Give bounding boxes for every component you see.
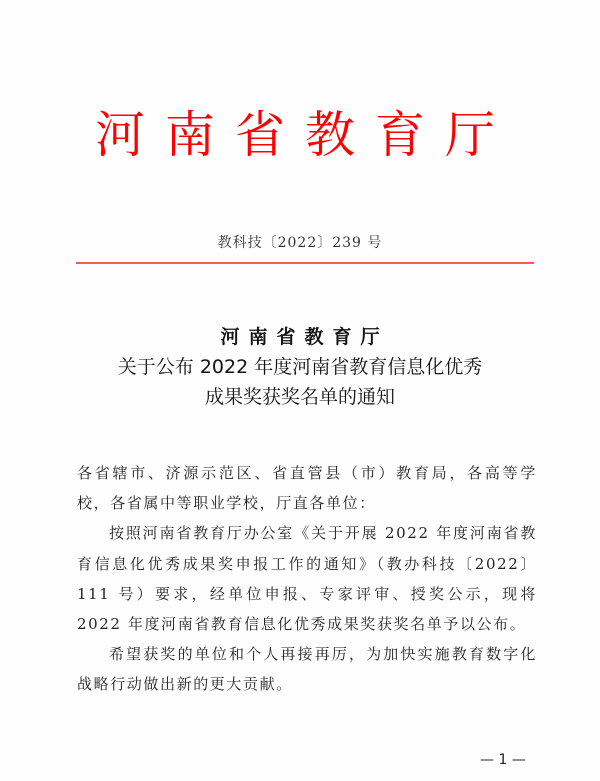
document-number: 教科技〔2022〕239 号: [217, 235, 383, 251]
notice-title-line-2: 成果奖获奖名单的通知: [204, 386, 395, 408]
notice-title-org: 河南省教育厅: [220, 326, 389, 348]
red-divider-line: [76, 262, 534, 264]
body-paragraph-1: 按照河南省教育厅办公室《关于开展 2022 年度河南省教育信息化优秀成果奖申报工作的通知》（教办科技〔2022〕111 号）要求，经单位申报、专家评审、授奖公示，现将 2022 年度河南省教育信息化优秀成果奖获奖名单予以公布。: [77, 524, 537, 634]
addressees: 各省辖市、济源示范区、省直管县（市）教育局，各高等学校，各省属中等职业学校，厅直各单位：: [77, 464, 537, 513]
masthead-title: 河南省教育厅: [95, 106, 515, 164]
body-paragraph-2: 希望获奖的单位和个人再接再厉，为加快实施教育数字化战略行动做出新的更大贡献。: [77, 645, 537, 694]
notice-title-line-1: 关于公布 2022 年度河南省教育信息化优秀: [117, 356, 483, 378]
document-body: [77, 458, 537, 700]
page-number: — 1 —: [480, 752, 526, 768]
notice-title: [0, 322, 600, 412]
